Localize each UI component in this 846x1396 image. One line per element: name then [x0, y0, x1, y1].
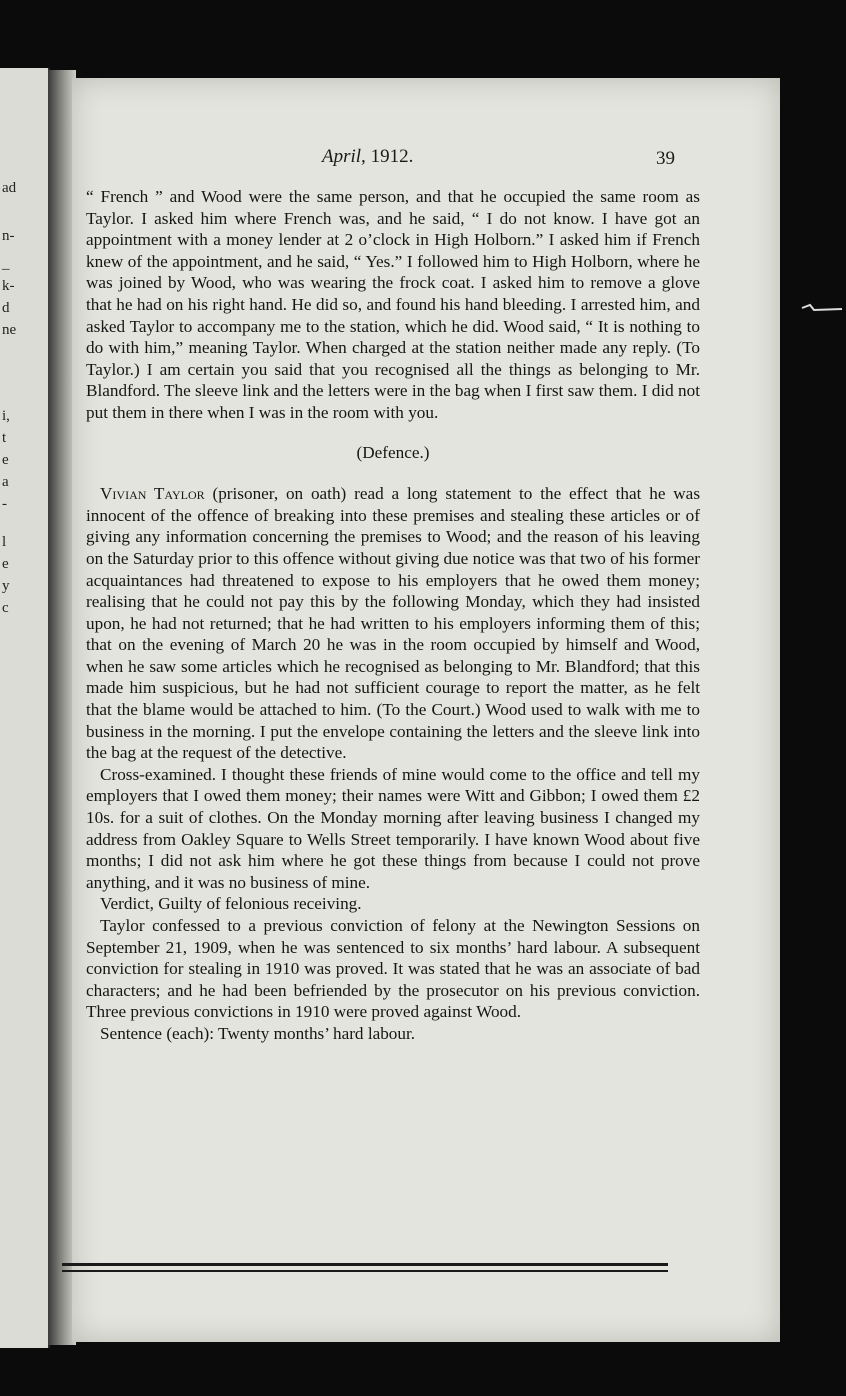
left-page-fragment: _: [2, 256, 10, 272]
header-month: April,: [322, 146, 366, 167]
left-page-edge: [0, 68, 50, 1348]
double-rule-top: [62, 1263, 668, 1266]
left-page-fragment: c: [2, 600, 9, 616]
left-page-fragment: t: [2, 430, 7, 446]
page-number: 39: [656, 148, 675, 169]
paragraph-text: (prisoner, on oath) read a long statement to the effect that he was innocent of the offence of breaking into these premises and stealing these articles or of giving any information concerning the premises to Wood; and the reason of his leaving on the Saturday prior to this offence without giving due notice was that two of his former acquaintances had threatened to expose to his employers that he owed them money; realising that he could not pay this by the following Monday, which they had insisted upon, he had not returned; that he had written to his employers informing them of this; that on the evening of March 20 he was in the room occupied by himself and Wood, when he saw some articles which he recognised as belonging to Mr. Blandford; that this made him suspicious, but he had not sufficient courage to report the matter, as he felt that the blame would be attached to him. (To the Court.) Wood used to walk with me to business in the morning. I put the envelope containing the letters and the sleeve link into the bag at the request of the detective.: [86, 484, 701, 763]
running-header: [322, 146, 413, 168]
left-page-fragment: e: [2, 452, 9, 468]
page-body: [86, 186, 700, 1045]
left-page-fragment: e: [2, 556, 9, 572]
margin-tab-mark: [800, 303, 844, 313]
left-page-fragment: k-: [2, 278, 15, 294]
paragraph: Verdict, Guilty of felonious receiving.: [100, 894, 362, 914]
paragraph: Taylor confessed to a previous conviction of felony at the Newington Sessions on September 21, 1909, when he was sentenced to six months’ hard labour. A subsequent conviction for stealing in 1910 was proved. It was stated that he was an associate of bad characters; and he had been befriended by the prosecutor on his previous conviction. Three previous convictions in 1910 were proved against Wood.: [86, 916, 700, 1022]
double-rule-bottom: [62, 1270, 668, 1272]
left-page-fragment: -: [2, 496, 7, 512]
left-page-fragment: ad: [2, 180, 17, 196]
defendant-name: Vivian Taylor: [100, 484, 205, 504]
section-heading: (Defence.): [356, 442, 430, 462]
document-page: [72, 78, 780, 1342]
left-page-fragment: y: [2, 578, 10, 594]
left-page-fragment: n-: [2, 228, 15, 244]
left-page-fragment: ne: [2, 322, 17, 338]
left-page-fragment: d: [2, 300, 10, 316]
paragraph: [86, 483, 700, 764]
header-year: 1912.: [370, 146, 414, 167]
left-page-fragment: i,: [2, 408, 10, 424]
left-page-fragment: l: [2, 534, 7, 550]
paragraph: Sentence (each): Twenty months’ hard labour.: [100, 1023, 416, 1043]
paragraph: “ French ” and Wood were the same person, and that he occupied the same room as Taylor. I asked him where French was, and he said, “ I do not know. I have got an appointment with a money lender at 2 o’clock in High Holborn.” I asked him if French knew of the appointment, and he said, “ Yes.” I followed him to High Holborn, where he was joined by Wood, who was wearing the frock coat. I asked him to remove a glove that he had on his right hand. He did so, and found his hand bleeding. I arrested him, and asked Taylor to accompany me to the station, which he did. Wood said, “ It is nothing to do with him,” meaning Taylor. When charged at the station neither made any reply. (To Taylor.) I am certain you said that you recognised all the things as belonging to Mr. Blandford. The sleeve link and the letters were in the bag when I first saw them. I did not put them in there when I was in the room with you.: [86, 187, 700, 422]
paragraph: Cross-examined. I thought these friends of mine would come to the office and tell my employers that I owed them money; their names were Witt and Gibbon; I owed them £2 10s. for a suit of clothes. On the Monday morning after leaving business I changed my address from Oakley Square to Wells Street temporarily. I have known Wood about five months; I did not ask him where he got these things from because I could not prove anything, and it was no business of mine.: [86, 764, 700, 892]
left-page-fragment: a: [2, 474, 9, 490]
